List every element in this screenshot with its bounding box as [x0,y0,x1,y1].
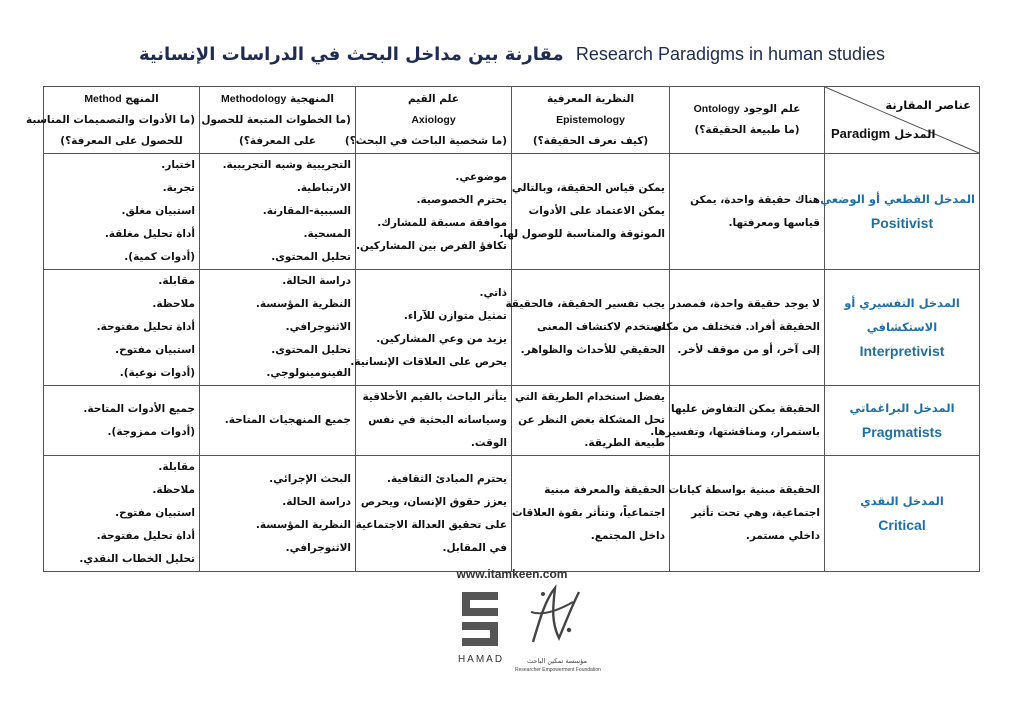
paradigm-cell [825,386,980,456]
cell-line: أداة تحليل مفتوحة. [96,530,195,542]
cell-line: ملاحظة. [152,484,195,496]
paradigm-name-ar: المدخل القطعي أو الوضعي [820,192,975,206]
cell-line: السببية-المقارنة. [262,205,351,217]
cell-line: داخلي مستمر. [745,530,820,542]
cell-line: وسياساته البحثية في نفس [368,414,507,426]
cell-line: ذاتي. [479,286,507,299]
cell-line: النظرية المؤسسة. [255,518,351,531]
cell-line: مقابلة. [158,275,195,287]
cell-line: يمكن قياس الحقيقة، وبالتالي [511,182,665,194]
cell-line: البحث الإجرائي. [269,472,351,485]
paradigm-name-en: Pragmatists [861,424,943,440]
cell-line: تحليل المحتوى. [271,344,351,356]
cell-line: موضوعي. [455,170,507,183]
methodology-cell [200,386,356,456]
cell-line: يعزز حقوق الإنسان، ويحرص [360,495,507,508]
header-epistemology-ar: النظرية المعرفية [546,92,635,105]
cell-line: اجتماعية، وهي تحت تأثير [691,507,820,519]
cell-line: (أدوات كمية). [124,251,195,263]
cell-line: جميع الأدوات المتاحة. [83,402,195,415]
cell-line: الارتباطية. [296,182,351,194]
header-ontology-ar: علم الوجود [743,103,801,115]
tamkeen-label-ar: مؤسسة تمكين الباحث [527,657,587,665]
table-row [44,270,980,386]
tamkeen-label-en: Researcher Empowerment Foundation [515,667,601,673]
header-methodology [200,87,356,154]
cell-line: دراسة الحالة. [282,275,351,287]
cell-line: التجريبية وشبه التجريبية. [222,159,351,171]
cell-line: تجربة. [162,182,195,194]
header-ontology [670,87,825,154]
cell-line: يفضل استخدام الطريقة التي [515,391,665,403]
epistemology-cell [505,270,670,386]
corner-label-paradigm [831,123,935,145]
cell-line: يجب تفسير الحقيقة، فالحقيقة [505,298,665,310]
axiology-cell [356,154,512,270]
method-cell [44,270,200,386]
cell-line: النظرية المؤسسة. [255,298,351,310]
ontology-cell [670,154,825,270]
cell-line: اختبار. [161,159,195,171]
header-method-question-1: (ما الأدوات والتصميمات المناسبة [25,113,195,126]
cell-line: تحل المشكلة بغض النظر عن [518,414,665,426]
table-row [44,456,980,572]
paradigm-name-en: Positivist [870,215,934,231]
header-ontology-en: Ontology [693,103,740,115]
cell-line: جميع المنهجيات المتاحة. [224,414,351,426]
cell-line: الفينومينولوجي. [266,367,351,379]
cell-line: الاثنوجرافي. [285,321,351,333]
cell-line: قياسها ومعرفتها. [728,216,820,229]
comparison-table [25,86,980,572]
header-method-en: Method [84,92,122,105]
cell-line: تستخدم لاكتشاف المعنى [536,321,665,333]
cell-line: المسحية. [303,228,351,240]
header-axiology-en: Axiology [411,113,456,126]
cell-line: يحترم الخصوصية. [416,193,507,206]
cell-line: على تحقيق العدالة الاجتماعية [355,518,507,531]
corner-label-elements: عناصر المقارنة [885,98,971,112]
header-epistemology [512,87,670,154]
methodology-cell [200,154,356,270]
cell-line: استبيان مغلق. [121,205,195,217]
header-ontology-question: (ما طبيعة الحقيقة؟) [694,124,800,136]
header-axiology-ar: علم القيم [408,92,459,105]
cell-line: يتأثر الباحث بالقيم الأخلاقية [362,391,507,403]
corner-paradigm-en: Paradigm [831,126,891,141]
cell-line: أداة تحليل مغلقة. [104,228,195,240]
cell-line: في المقابل. [442,541,507,554]
cell-line: يحرص على العلاقات الإنسانية. [350,355,507,368]
cell-line: هناك حقيقة واحدة، يمكن [690,193,820,206]
paradigm-cell [825,270,980,386]
paradigm-name-en: Critical [878,517,926,533]
cell-line: الحقيقة والمعرفة مبنية [544,484,665,496]
header-epistemology-en: Epistemology [556,113,625,126]
hamad-logo-label: HAMAD [457,654,505,665]
cell-line: الاثنوجرافي. [285,541,351,554]
header-methodology-ar: المنهجية [289,92,334,105]
corner-cell [825,87,980,154]
header-epistemology-question: (كيف نعرف الحقيقة؟) [532,134,649,147]
cell-line: إلى آخر، أو من موقف لأخر. [677,344,820,356]
header-methodology-en: Methodology [220,92,287,105]
table-row [44,386,980,456]
header-row [44,87,980,154]
cell-line: استبيان مفتوح. [115,344,195,356]
cell-line: اجتماعياً، وتتأثر بقوة العلاقات [511,507,665,519]
corner-paradigm-ar: المدخل [894,127,936,141]
paradigm-name-ar: الاستكشافي [866,320,938,334]
cell-line: الحقيقة أفراد. فتختلف من مكان [653,321,820,333]
title-arabic: مقارنة بين مداخل البحث في الدراسات الإنسانية [138,44,564,65]
cell-line: يمكن الاعتماد على الأدوات [528,205,665,217]
cell-line: تكافؤ الفرص بين المشاركين. [356,239,507,252]
cell-line: تحليل المحتوى. [271,251,351,263]
paradigm-name-ar: المدخل البراغماتي [849,401,955,415]
header-axiology-question: (ما شخصية الباحث في البحث؟) [344,134,507,147]
header-methodology-question-2: على المعرفة؟) [239,134,316,147]
ontology-cell [650,386,825,456]
tamkeen-logo [525,582,587,652]
cell-line: الموثوقة والمناسبة للوصول لها. [499,228,665,240]
header-method-question-2: للحصول على المعرفة؟) [60,134,183,147]
cell-line: موافقة مسبقة للمشارك. [377,216,507,229]
cell-line: لا يوجد حقيقة واحدة، فمصدر [669,298,820,310]
cell-line: أداة تحليل مفتوحة. [96,321,195,333]
methodology-cell [200,270,356,386]
header-axiology [344,87,512,154]
page-title [0,44,1024,65]
cell-line: (أدوات نوعية). [119,367,195,379]
axiology-cell [350,270,512,386]
axiology-cell [356,456,512,572]
cell-line: يحترم المبادئ الثقافية. [386,472,507,485]
cell-line: الوقت. [470,437,507,449]
header-method [25,87,200,154]
methodology-cell [200,456,356,572]
header-method-ar: المنهج [125,92,159,105]
cell-line: باستمرار، ومناقشتها، وتفسيرها. [650,425,820,438]
cell-line: تحليل الخطاب النقدي. [79,553,195,565]
cell-line: الحقيقة مبنية بواسطة كيانات [668,484,820,496]
cell-line: ملاحظة. [152,298,195,310]
ontology-cell [670,456,825,572]
cell-line: دراسة الحالة. [282,495,351,508]
method-cell [44,456,200,572]
paradigm-cell [825,456,980,572]
cell-line: (أدوات ممزوجة). [107,425,195,438]
paradigm-name-ar: المدخل التفسيري أو [844,296,960,310]
cell-line: تمثيل متوازن للآراء. [403,309,507,322]
header-methodology-question-1: (ما الخطوات المتبعة للحصول [201,113,351,126]
epistemology-cell [512,386,670,456]
method-cell [44,386,200,456]
epistemology-cell [512,456,670,572]
cell-line: يزيد من وعي المشاركين. [376,332,507,345]
cell-line: الحقيقة يمكن التفاوض عليها [671,402,820,415]
cell-line: طبيعة الطريقة. [584,437,665,449]
paradigm-cell [820,154,980,270]
cell-line: الحقيقي للأحداث والظواهر. [520,344,665,356]
table-row [44,154,980,270]
axiology-cell [356,386,512,456]
title-english: Research Paradigms in human studies [575,44,886,64]
ontology-cell [653,270,825,386]
paradigm-name-ar: المدخل النقدي [860,494,944,508]
epistemology-cell [499,154,670,270]
website-url: www.itamkeen.com [456,567,568,581]
cell-line: داخل المجتمع. [590,530,665,542]
paradigm-name-en: Interpretivist [859,343,945,359]
tamkeen-logo-label [515,657,599,675]
cell-line: استبيان مفتوح. [115,507,195,519]
method-cell [44,154,200,270]
cell-line: مقابلة. [158,461,195,473]
